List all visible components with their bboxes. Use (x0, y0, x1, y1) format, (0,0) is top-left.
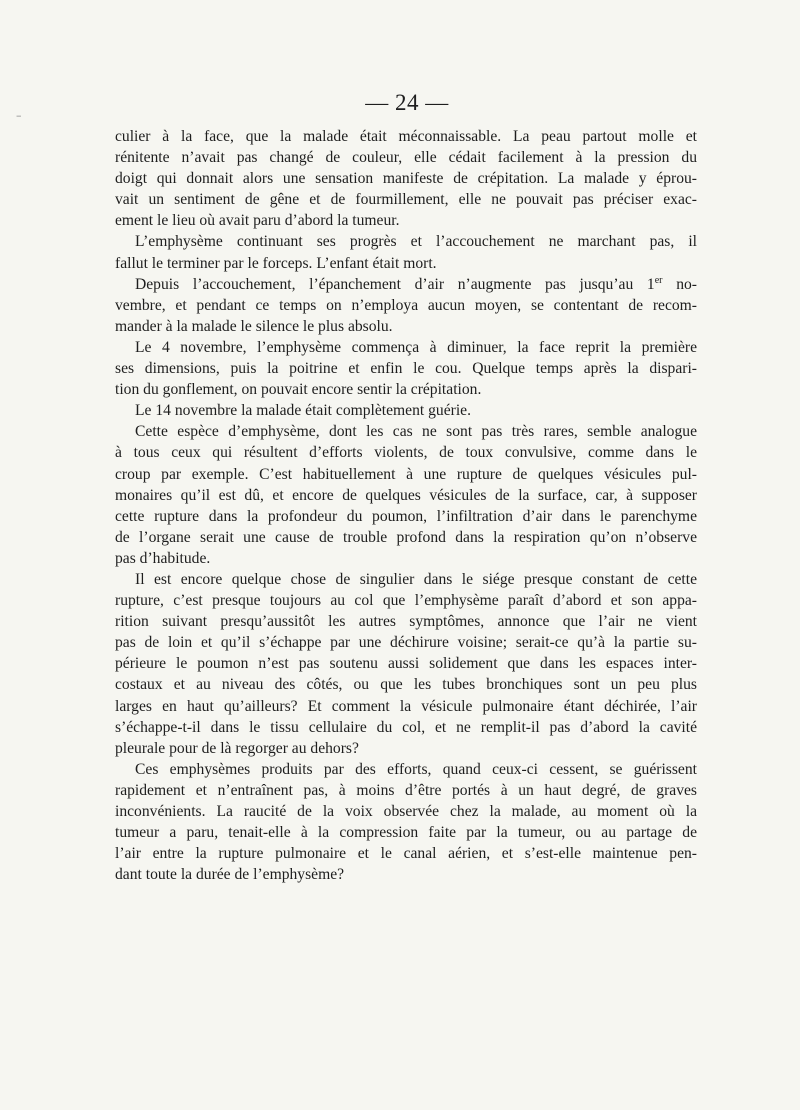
text-line: s’échappe-t-il dans le tissu cellulaire du col, et ne remplit-il pas d’abord la cavité (115, 718, 697, 736)
text-line: larges en haut qu’ailleurs? Et comment la vésicule pulmonaire étant déchirée, l’air (115, 697, 697, 715)
text-line: rupture, c’est presque toujours au col que l’emphysème paraît d’abord et son appa- (115, 592, 697, 610)
text-line: tion du gonflement, on pouvait encore sentir la crépitation. (115, 381, 482, 399)
paragraph (115, 274, 697, 337)
text-line: rapidement et n’entraînent pas, à moins d’être portés à un haut degré, de graves (115, 781, 697, 799)
page-number: — 24 — (365, 90, 449, 115)
text-line: vait un sentiment de gêne et de fourmillement, elle ne pouvait pas préciser exac- (115, 191, 697, 209)
text-line: l’air entre la rupture pulmonaire et le canal aérien, et s’est-elle maintenue pen- (115, 845, 697, 863)
text-line: ses dimensions, puis la poitrine et enfin le cou. Quelque temps après la dispari- (115, 360, 697, 378)
text-line: L’emphysème continuant ses progrès et l’accouchement ne marchant pas, il (135, 233, 697, 251)
paragraph (115, 231, 697, 273)
text-line: rénitente n’avait pas changé de couleur, elle cédait facilement à la pression du (115, 149, 697, 167)
text-line: pas de loin et qu’il s’échappe par une déchirure voisine; serait-ce qu’à la partie su- (115, 634, 697, 652)
text-fragment: no- (662, 275, 697, 293)
text-line: mander à la malade le silence le plus absolu. (115, 317, 393, 335)
text-line: croup par exemple. C’est habituellement à une rupture de quelques vésicules pul- (115, 465, 697, 483)
text-line: périeure le poumon n’est pas soutenu aussi solidement que dans les espaces inter- (115, 655, 697, 673)
text-line: Cette espèce d’emphysème, dont les cas ne sont pas très rares, semble analogue (135, 423, 697, 441)
paragraph (115, 337, 697, 400)
text-line: ement le lieu où avait paru d’abord la tumeur. (115, 212, 400, 230)
text-line: vembre, et pendant ce temps on n’employa aucun moyen, se contentant de recom- (115, 296, 697, 314)
text-line: culier à la face, que la malade était méconnaissable. La peau partout molle et (115, 128, 697, 145)
text-line: rition suivant presqu’aussitôt les autres symptômes, annonce que l’air ne vient (115, 613, 697, 631)
text-line: fallut le terminer par le forceps. L’enfant était mort. (115, 254, 437, 272)
text-body (115, 126, 697, 885)
text-line: cette rupture dans la profondeur du poumon, l’infiltration d’air dans le parenchyme (115, 507, 697, 525)
text-line: à tous ceux qui résultent d’efforts violents, de toux convulsive, comme dans le (115, 444, 697, 462)
text-line: doigt qui donnait alors une sensation manifeste de crépitation. La malade y éprou- (115, 170, 697, 188)
text-line: costaux et au niveau des côtés, ou que les tubes bronchiques sont un peu plus (115, 676, 697, 694)
text-line: Le 4 novembre, l’emphysème commença à diminuer, la face reprit la première (135, 338, 697, 356)
text-line: de l’organe serait une cause de trouble profond dans la respiration qu’on n’observe (115, 528, 697, 546)
paragraph (115, 400, 697, 421)
text-line: Ces emphysèmes produits par des efforts, quand ceux-ci cessent, se guérissent (135, 760, 697, 778)
paragraph (115, 126, 697, 231)
text-fragment: Depuis l’accouchement, l’épanchement d’air n’augmente pas jusqu’au 1 (135, 275, 655, 293)
text-line: inconvénients. La raucité de la voix observée chez la malade, au moment où la (115, 803, 697, 820)
text-line: pas d’habitude. (115, 549, 211, 567)
text-line: dant toute la durée de l’emphysème? (115, 866, 345, 884)
text-line: tumeur a paru, tenait-elle à la compression faite par la tumeur, ou au partage de (115, 824, 697, 842)
text-line: pleurale pour de là regorger au dehors? (115, 739, 359, 757)
superscript: er (654, 274, 663, 286)
text-line: Il est encore quelque chose de singulier dans le siége presque constant de cette (135, 570, 697, 588)
paragraph (115, 421, 697, 569)
paragraph (115, 759, 697, 886)
text-line: Le 14 novembre la malade était complètement guérie. (135, 402, 471, 420)
margin-mark: – (16, 109, 22, 122)
paragraph (115, 569, 697, 759)
text-line: monaires qu’il est dû, et encore de quelques vésicules de la surface, car, à supposer (115, 486, 697, 504)
text-line (115, 274, 697, 295)
